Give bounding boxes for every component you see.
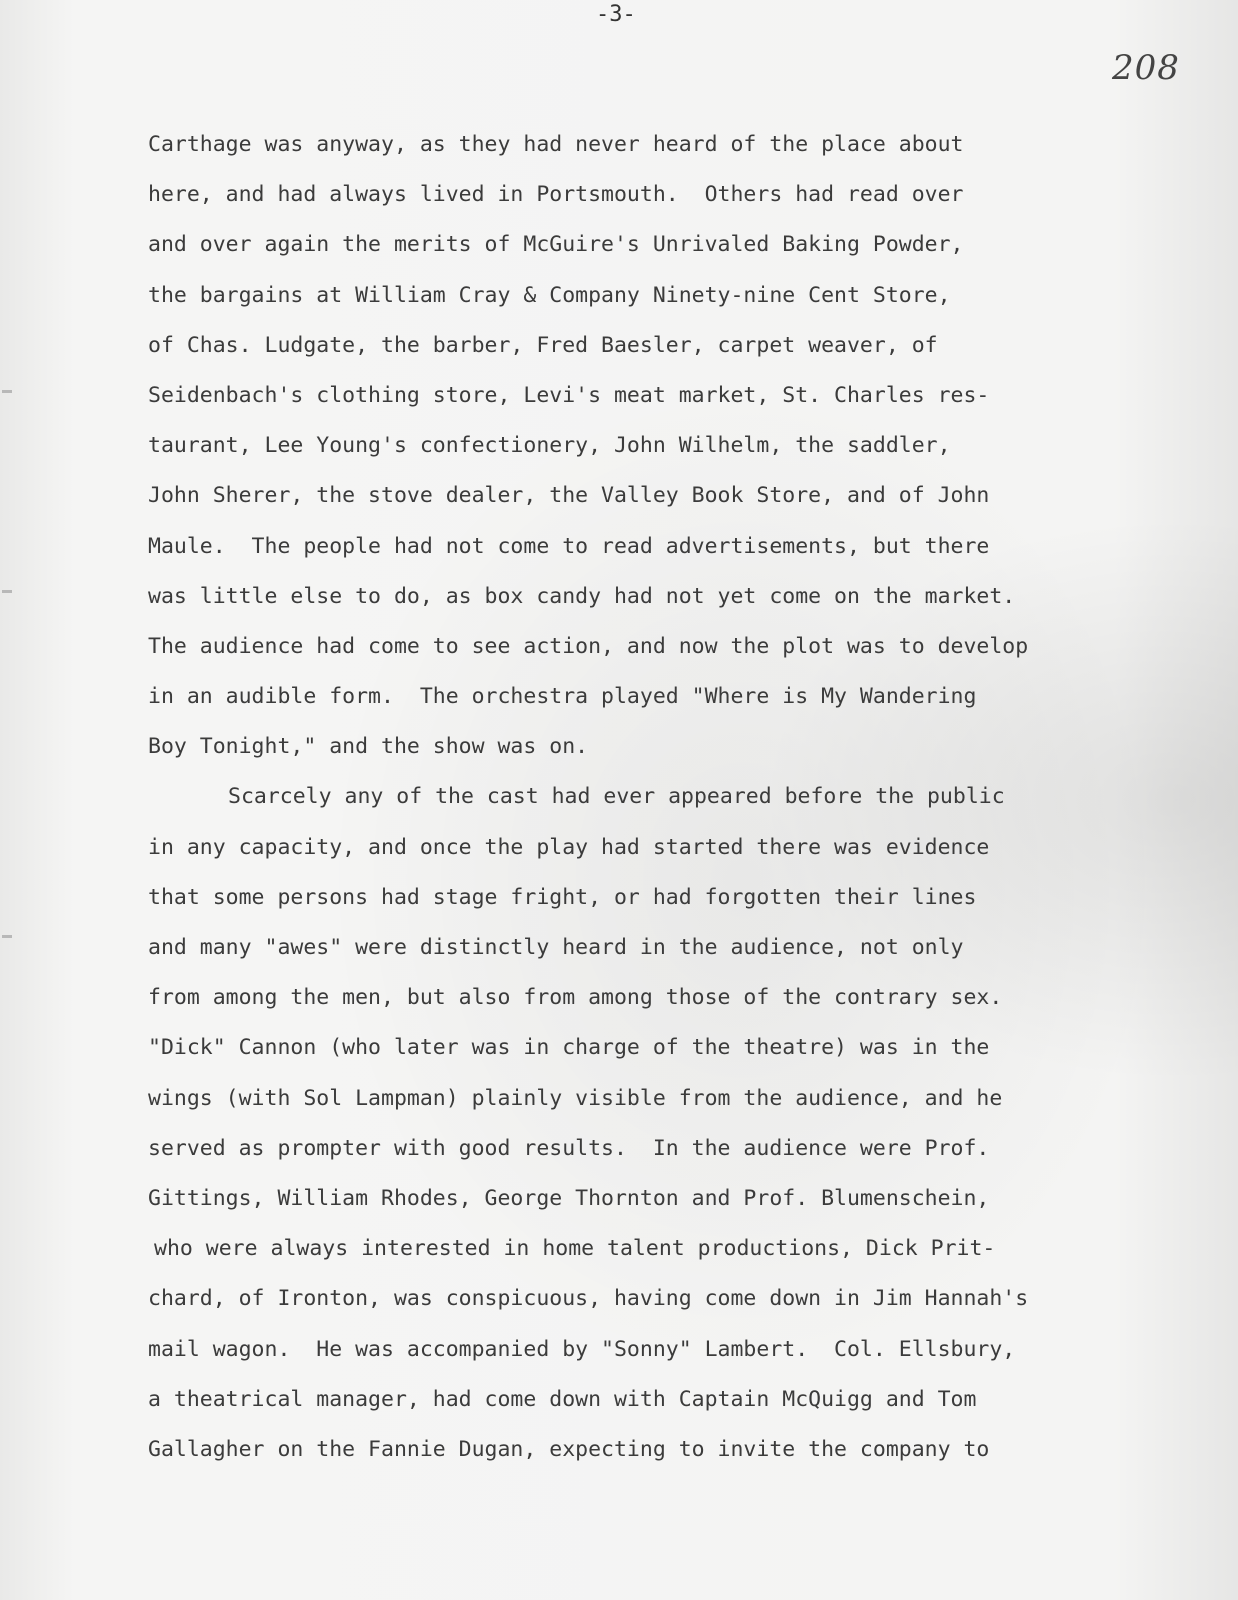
paper-edge-mark: [2, 935, 12, 938]
text-line: wings (with Sol Lampman) plainly visible from the audience, and he: [148, 1085, 1003, 1111]
paper-edge-mark: [2, 390, 12, 393]
text-line: taurant, Lee Young's confectionery, John Wilhelm, the saddler,: [148, 433, 951, 459]
text-line: Carthage was anyway, as they had never heard of the place about: [148, 132, 964, 157]
text-line: The audience had come to see action, and now the plot was to develop: [148, 633, 1029, 659]
text-line: served as prompter with good results. In the audience were Prof.: [148, 1135, 990, 1161]
text-line: Maule. The people had not come to read advertisements, but there: [148, 533, 990, 559]
text-line: from among the men, but also from among those of the contrary sex.: [148, 985, 1003, 1011]
text-line: John Sherer, the stove dealer, the Valley Book Store, and of John: [148, 483, 990, 509]
page-number: -3-: [596, 2, 636, 27]
text-line: chard, of Ironton, was conspicuous, having come down in Jim Hannah's: [148, 1286, 1029, 1312]
text-line: and over again the merits of McGuire's Unrivaled Baking Powder,: [148, 232, 964, 258]
text-line: who were always interested in home talent productions, Dick Prit-: [154, 1236, 996, 1262]
text-line: that some persons had stage fright, or had forgotten their lines: [148, 884, 977, 910]
text-line: Gallagher on the Fannie Dugan, expecting to invite the company to: [148, 1436, 990, 1462]
text-line: the bargains at William Cray & Company Ninety-nine Cent Store,: [148, 282, 951, 308]
text-line: a theatrical manager, had come down with Captain McQuigg and Tom: [148, 1386, 977, 1412]
typed-body-text: [148, 120, 1188, 1475]
paper-edge-mark: [2, 590, 12, 593]
text-line: was little else to do, as box candy had not yet come on the market.: [148, 583, 1016, 609]
text-line: here, and had always lived in Portsmouth. Others had read over: [148, 182, 964, 208]
text-line: "Dick" Cannon (who later was in charge of the theatre) was in the: [148, 1035, 990, 1061]
text-line: in any capacity, and once the play had started there was evidence: [148, 834, 990, 860]
handwritten-folio-number: 208: [1112, 48, 1180, 88]
text-line: Boy Tonight," and the show was on.: [148, 734, 589, 760]
text-line: and many "awes" were distinctly heard in the audience, not only: [148, 935, 964, 960]
paragraph-first-line: Scarcely any of the cast had ever appeared before the public: [228, 784, 1005, 810]
text-line: of Chas. Ludgate, the barber, Fred Baesler, carpet weaver, of: [148, 332, 938, 358]
text-line: Gittings, William Rhodes, George Thornton and Prof. Blumenschein,: [148, 1185, 990, 1211]
text-line: in an audible form. The orchestra played "Where is My Wandering: [148, 684, 977, 710]
text-line: mail wagon. He was accompanied by "Sonny" Lambert. Col. Ellsbury,: [148, 1336, 1016, 1362]
text-line: Seidenbach's clothing store, Levi's meat market, St. Charles res-: [148, 382, 990, 408]
